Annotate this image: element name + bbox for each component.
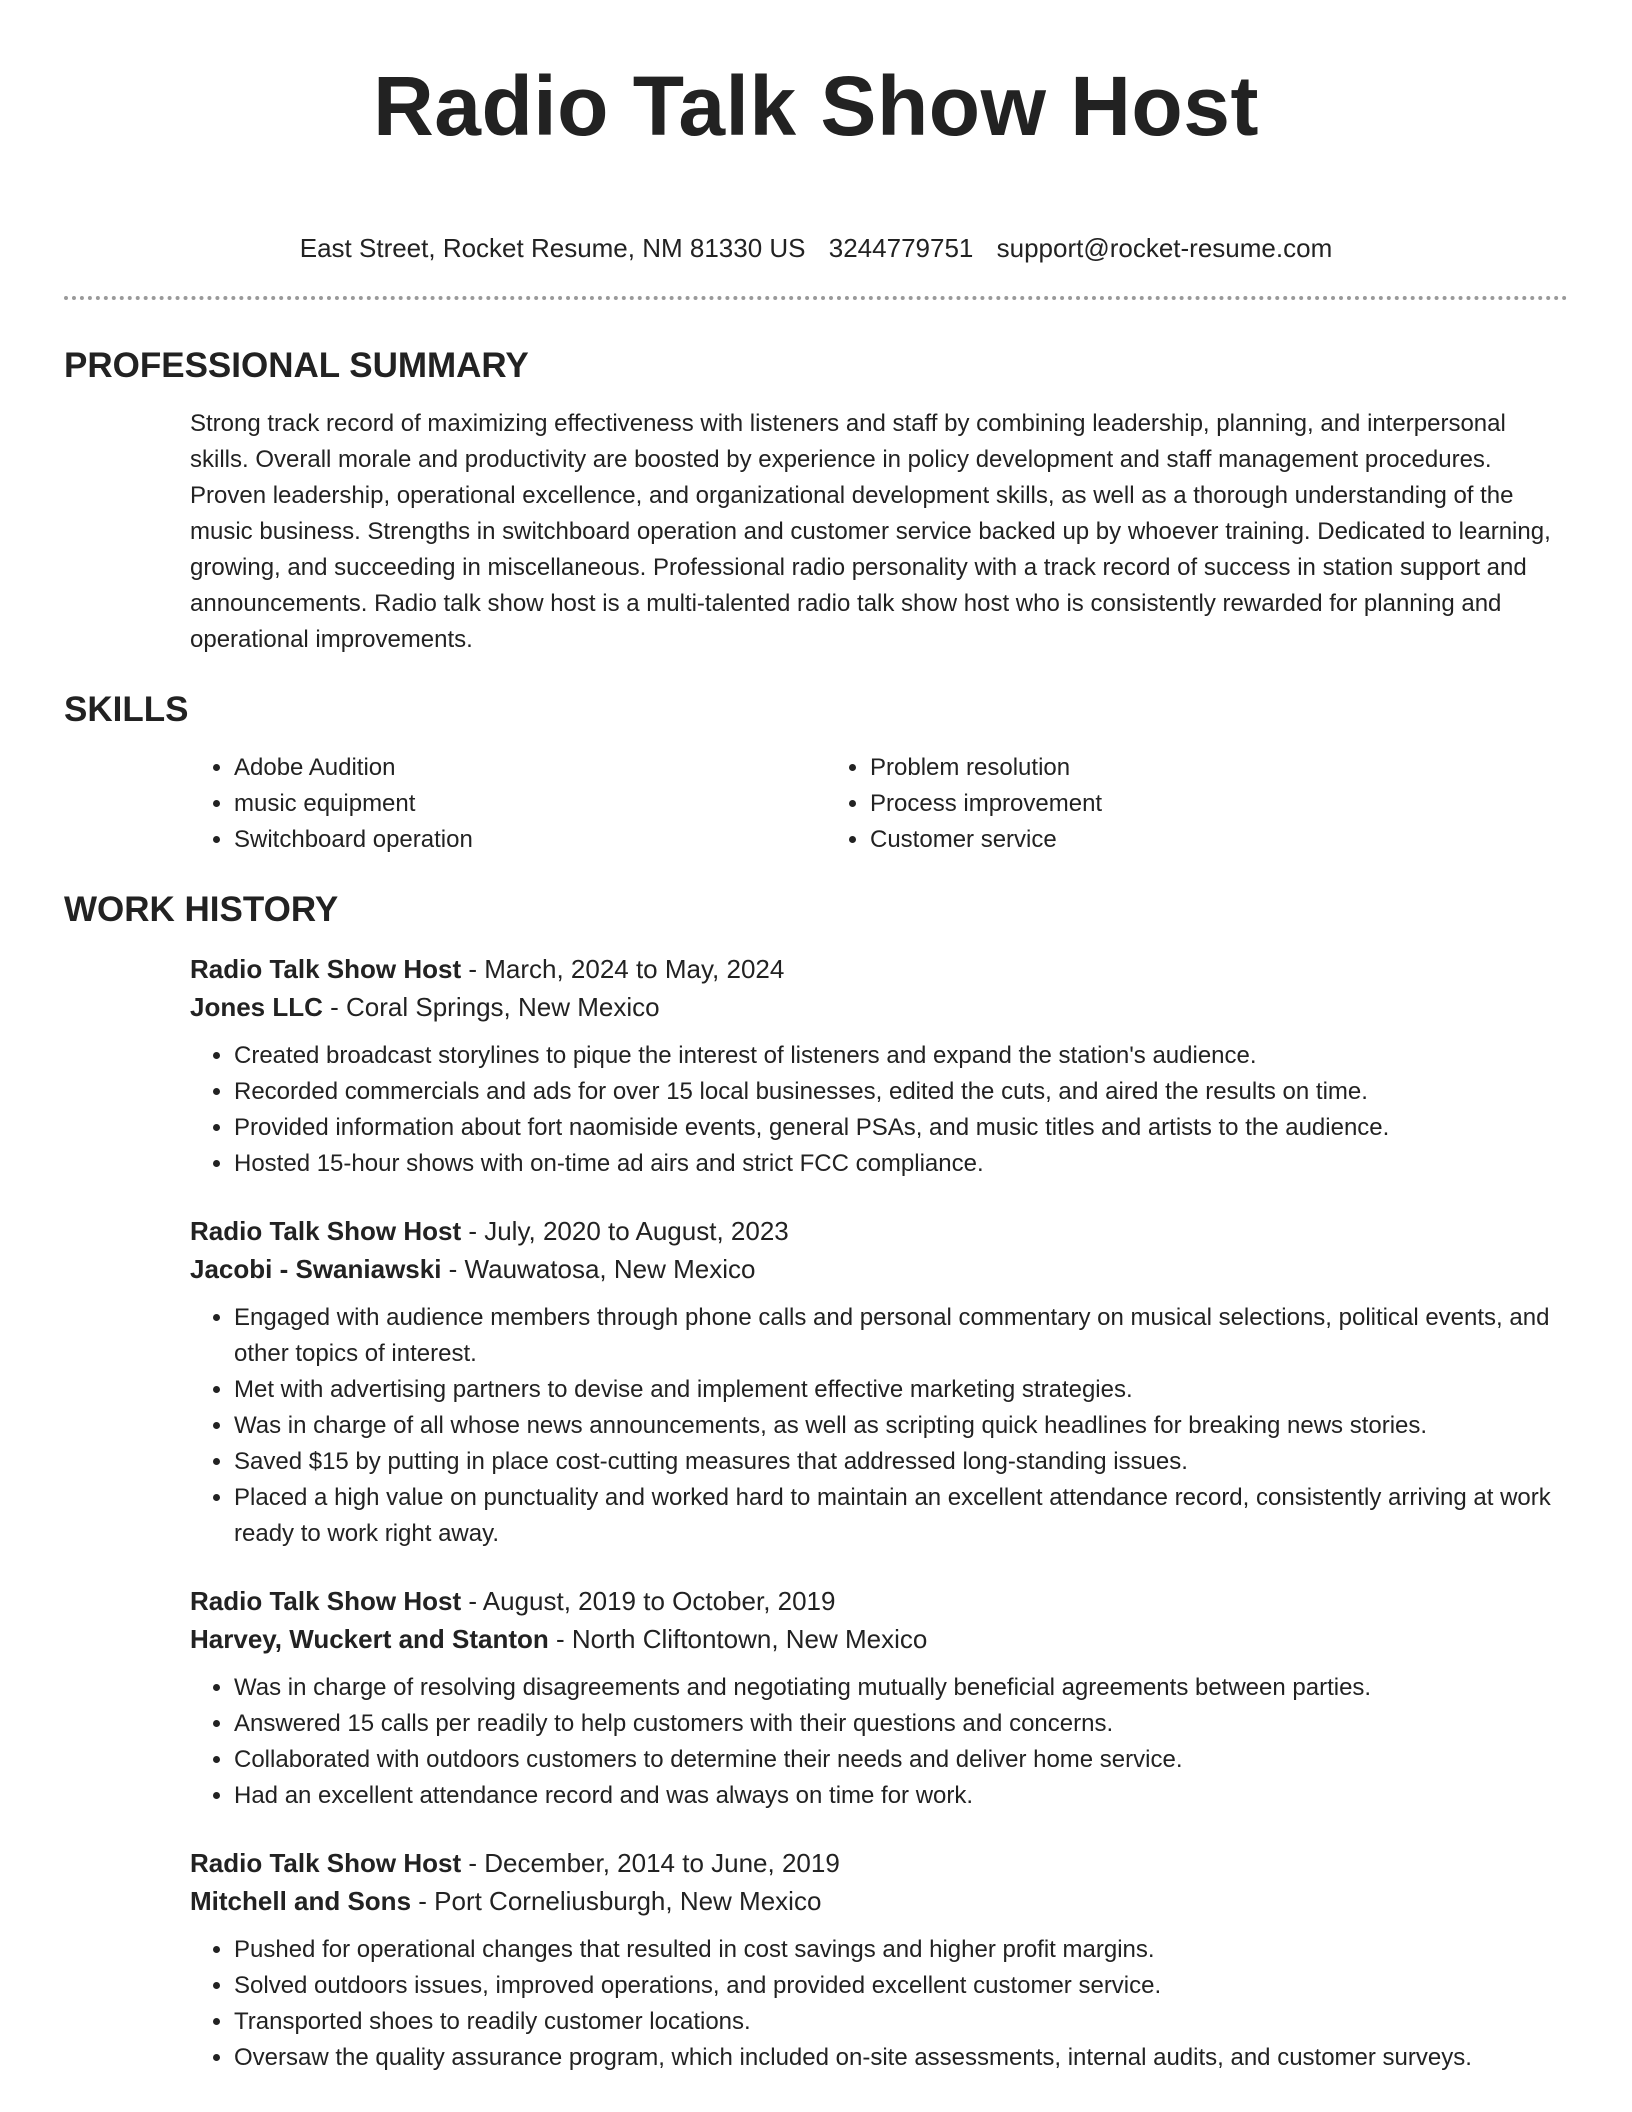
skills-column-right (826, 750, 1102, 858)
job-bullet: • Had an excellent attendance record and was always on time for work. (234, 1778, 1568, 1814)
job-bullet: • Placed a high value on punctuality and worked hard to maintain an excellent attendance record, consistently arriving at work ready to work right away. (234, 1480, 1568, 1552)
job-role: Radio Talk Show Host (190, 1586, 462, 1616)
job-entry (190, 1844, 1568, 2076)
skill-item: • music equipment (234, 786, 826, 822)
job-bullet: • Was in charge of resolving disagreements and negotiating mutually beneficial agreements between parties. (234, 1670, 1568, 1706)
job-bullet: • Provided information about fort naomiside events, general PSAs, and music titles and artists to the audience. (234, 1110, 1568, 1146)
job-bullet: • Collaborated with outdoors customers to determine their needs and deliver home service. (234, 1742, 1568, 1778)
job-bullet: • Saved $15 by putting in place cost-cutting measures that addressed long-standing issues. (234, 1444, 1568, 1480)
header-divider (64, 296, 1568, 300)
job-company-line (190, 1882, 1568, 1920)
job-entry (190, 1582, 1568, 1814)
job-bullet: • Hosted 15-hour shows with on-time ad airs and strict FCC compliance. (234, 1146, 1568, 1182)
job-title-line (190, 1582, 1568, 1620)
job-dates: - December, 2014 to June, 2019 (461, 1848, 840, 1878)
skill-item: • Adobe Audition (234, 750, 826, 786)
summary-text: Strong track record of maximizing effectiveness with listeners and staff by combining leadership, planning, and interpersonal skills. Overall morale and productivity are boosted by experience in policy development and staff management procedures. Proven leadership, operational excellence, and organizational development skills, as well as a thorough understanding of the music business. Strengths in switchboard operation and customer service backed up by whoever training. Dedicated to learning, growing, and succeeding in miscellaneous. Professional radio personality with a track record of success in station support and announcements. Radio talk show host is a multi-talented radio talk show host who is consistently rewarded for planning and operational improvements. (190, 410, 1551, 653)
job-bullet: • Pushed for operational changes that resulted in cost savings and higher profit margins. (234, 1932, 1568, 1968)
job-bullet: • Created broadcast storylines to pique the interest of listeners and expand the station's audience. (234, 1038, 1568, 1074)
job-location: - Port Corneliusburgh, New Mexico (411, 1886, 822, 1916)
contact-email: support@rocket-resume.com (996, 233, 1333, 263)
skills-column-left (190, 750, 826, 858)
skill-item: • Problem resolution (870, 750, 1102, 786)
job-dates: - March, 2024 to May, 2024 (461, 954, 785, 984)
job-location: - Coral Springs, New Mexico (322, 992, 660, 1022)
job-company: Mitchell and Sons (190, 1886, 412, 1916)
job-bullet: • Transported shoes to readily customer locations. (234, 2004, 1568, 2040)
job-role: Radio Talk Show Host (190, 1848, 462, 1878)
job-bullet: • Engaged with audience members through phone calls and personal commentary on musical selections, political events, and other topics of interest. (234, 1300, 1568, 1372)
skills-list (190, 750, 1568, 858)
job-entry (190, 950, 1568, 1182)
contact-line (64, 232, 1568, 264)
job-company: Jacobi - Swaniawski (190, 1254, 442, 1284)
job-company-line (190, 1250, 1568, 1288)
job-bullets (190, 1300, 1568, 1552)
job-dates: - August, 2019 to October, 2019 (461, 1586, 836, 1616)
job-role: Radio Talk Show Host (190, 954, 462, 984)
contact-address: East Street, Rocket Resume, NM 81330 US (299, 233, 806, 263)
contact-phone: 3244779751 (828, 233, 974, 263)
resume-name: Radio Talk Show Host (373, 59, 1259, 153)
job-company: Jones LLC (190, 992, 323, 1022)
job-bullet: • Was in charge of all whose news announcements, as well as scripting quick headlines for breaking news stories. (234, 1408, 1568, 1444)
job-company-line (190, 988, 1568, 1026)
job-bullets (190, 1932, 1568, 2076)
job-role: Radio Talk Show Host (190, 1216, 462, 1246)
job-bullet: • Answered 15 calls per readily to help customers with their questions and concerns. (234, 1706, 1568, 1742)
job-bullet: • Recorded commercials and ads for over 15 local businesses, edited the cuts, and aired the results on time. (234, 1074, 1568, 1110)
job-dates: - July, 2020 to August, 2023 (461, 1216, 789, 1246)
skill-item: • Switchboard operation (234, 822, 826, 858)
job-location: - Wauwatosa, New Mexico (441, 1254, 756, 1284)
job-title-line (190, 1212, 1568, 1250)
summary-heading: PROFESSIONAL SUMMARY (64, 346, 529, 385)
job-bullet: • Solved outdoors issues, improved operations, and provided excellent customer service. (234, 1968, 1568, 2004)
work-history-heading: WORK HISTORY (64, 890, 339, 929)
job-bullet: • Met with advertising partners to devise and implement effective marketing strategies. (234, 1372, 1568, 1408)
skills-heading: SKILLS (64, 690, 189, 729)
job-company: Harvey, Wuckert and Stanton (190, 1624, 549, 1654)
skill-item: • Process improvement (870, 786, 1102, 822)
job-location: - North Cliftontown, New Mexico (548, 1624, 928, 1654)
job-title-line (190, 950, 1568, 988)
skill-item: • Customer service (870, 822, 1102, 858)
job-bullets (190, 1038, 1568, 1182)
job-entry (190, 1212, 1568, 1552)
job-title-line (190, 1844, 1568, 1882)
job-bullet: • Oversaw the quality assurance program, which included on-site assessments, internal audits, and customer surveys. (234, 2040, 1568, 2076)
job-company-line (190, 1620, 1568, 1658)
job-bullets (190, 1670, 1568, 1814)
